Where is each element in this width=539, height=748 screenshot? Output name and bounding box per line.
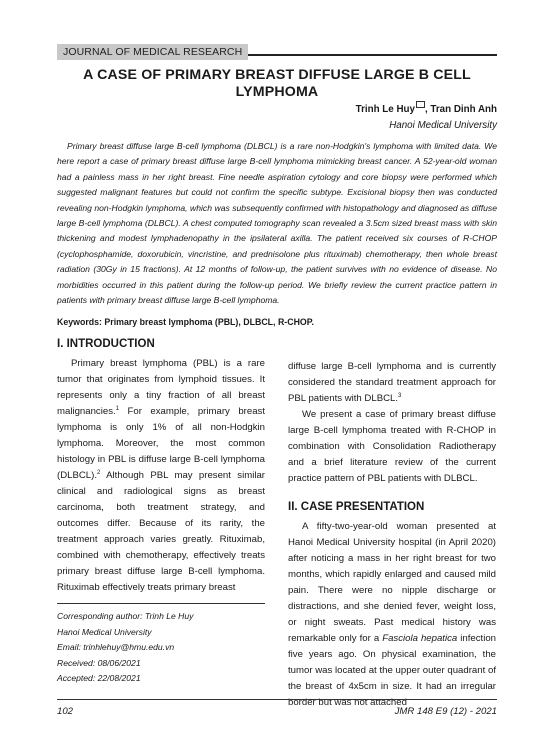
footer-rule bbox=[57, 699, 497, 700]
accepted-date: Accepted: 22/08/2021 bbox=[57, 673, 141, 684]
authors bbox=[356, 104, 497, 115]
corresponding-institution: Hanoi Medical University bbox=[57, 626, 152, 637]
envelope-icon bbox=[416, 101, 425, 108]
keywords: Keywords: Primary breast lymphoma (PBL), DLBCL, R-CHOP. bbox=[57, 317, 314, 327]
author-coauthor: , Tran Dinh Anh bbox=[424, 104, 497, 115]
author-corresponding: Trinh Le Huy bbox=[355, 104, 415, 115]
received-date: Received: 08/06/2021 bbox=[57, 657, 141, 668]
corresponding-email: Email: trinhlehuy@hmu.edu.vn bbox=[57, 642, 175, 653]
section-case-heading: II. CASE PRESENTATION bbox=[288, 501, 425, 513]
intro-paragraph-2: We present a case of primary breast diffuse large B-cell lymphoma treated with R-CHOP in combination with Consolidation Radiotherapy and a brief literature review of the current practice pattern of PBL patients with DLBCL. bbox=[288, 409, 496, 484]
intro-paragraph-1: Primary breast lymphoma (PBL) is a rare tumor that originates from lymphoid tissues. It represents only a tiny fraction of all breast malignancies.$^1$ For example, primary breast lymphoma is only 1% of all non-Hodgkin lymphoma. Moreover, the most common histology in PBL is diffuse large B-cell lymphoma (DLBCL).$^2$ Although PBL may present similar clinical and radiological signs as breast carcinoma, both treatment strategy, and outcomes differ. Because of its rarity, the treatment approach varies greatly. Rituximab, combined with chemotherapy, effectively treats primary breast diffuse large B-cell lymphoma. Rituximab effectively treats primary breast bbox=[57, 358, 265, 593]
journal-reference: JMR 148 E9 (12) - 2021 bbox=[394, 706, 497, 717]
affiliation: Hanoi Medical University bbox=[389, 120, 497, 131]
case-paragraph-1: A fifty-two-year-old woman presented at Hanoi Medical University hospital (in April 2020) after noticing a mass in her right breast for two months, which rapidly enlarged and caused mild pain. There were no nipple discharge or distractions, and she denied fever, weight loss, or night sweats. Past medical history was remarkable only for a Fasciola hepatica infection five years ago. On physical examination, the tumor was located at the upper outer quadrant of the breast of 4x5cm in size. It had an irregular border but was not attached bbox=[288, 521, 497, 708]
citation-3: 3 bbox=[398, 392, 402, 399]
correspondence-rule bbox=[57, 603, 265, 604]
abstract: Primary breast diffuse large B-cell lymphoma (DLBCL) is a rare non-Hodgkin's lymphoma with limited data. We here report a case of primary breast diffuse large B-cell lymphoma mimicking breast cancer. A 52-year-old woman had a painless mass in her right breast. Fine needle aspiration cytology and core biopsy were performed which suggested malignant features but could not confirm the specific subtype. Excisional biopsy then was conducted revealing non-Hodgkin lymphoma, which was subsequently confirmed with histopathology and diagnosed as diffuse large B-cell lymphoma (DLBCL). A chest computed tomography scan revealed a 3.5cm sized breast mass with skin thickening and modest lymphadenopathy in the ipsilateral axilla. The patient received six courses of R-CHOP (cyclophosphamide, doxorubicin, vincristine, and prednisolone plus rituximab) chemotherapy, then whole breast radiation (30Gy in 15 fractions). At 12 months of follow-up, the patient survives with no evidence of disease. No morbidities occurred in this patient during the follow-up period. We briefly review the current practice pattern in patients with primary breast diffuse large B-cell lymphoma. bbox=[57, 141, 497, 306]
correspondence-block bbox=[57, 609, 193, 687]
right-column bbox=[288, 359, 496, 711]
journal-name: JOURNAL OF MEDICAL RESEARCH bbox=[57, 44, 248, 60]
section-introduction-heading: I. INTRODUCTION bbox=[57, 338, 155, 350]
citation-2: 2 bbox=[96, 469, 101, 476]
left-column bbox=[57, 336, 265, 596]
article-title: A CASE OF PRIMARY BREAST DIFFUSE LARGE B CELL LYMPHOMA bbox=[83, 67, 471, 100]
page-number: 102 bbox=[57, 706, 74, 717]
citation-1: 1 bbox=[115, 405, 120, 412]
journal-header bbox=[57, 44, 497, 60]
corresponding-author: Corresponding author: Trinh Le Huy bbox=[57, 611, 194, 621]
intro-paragraph-1-continued: diffuse large B-cell lymphoma and is currently considered the standard treatment approach for PBL patients with DLBCL.$^3$ bbox=[288, 361, 496, 404]
